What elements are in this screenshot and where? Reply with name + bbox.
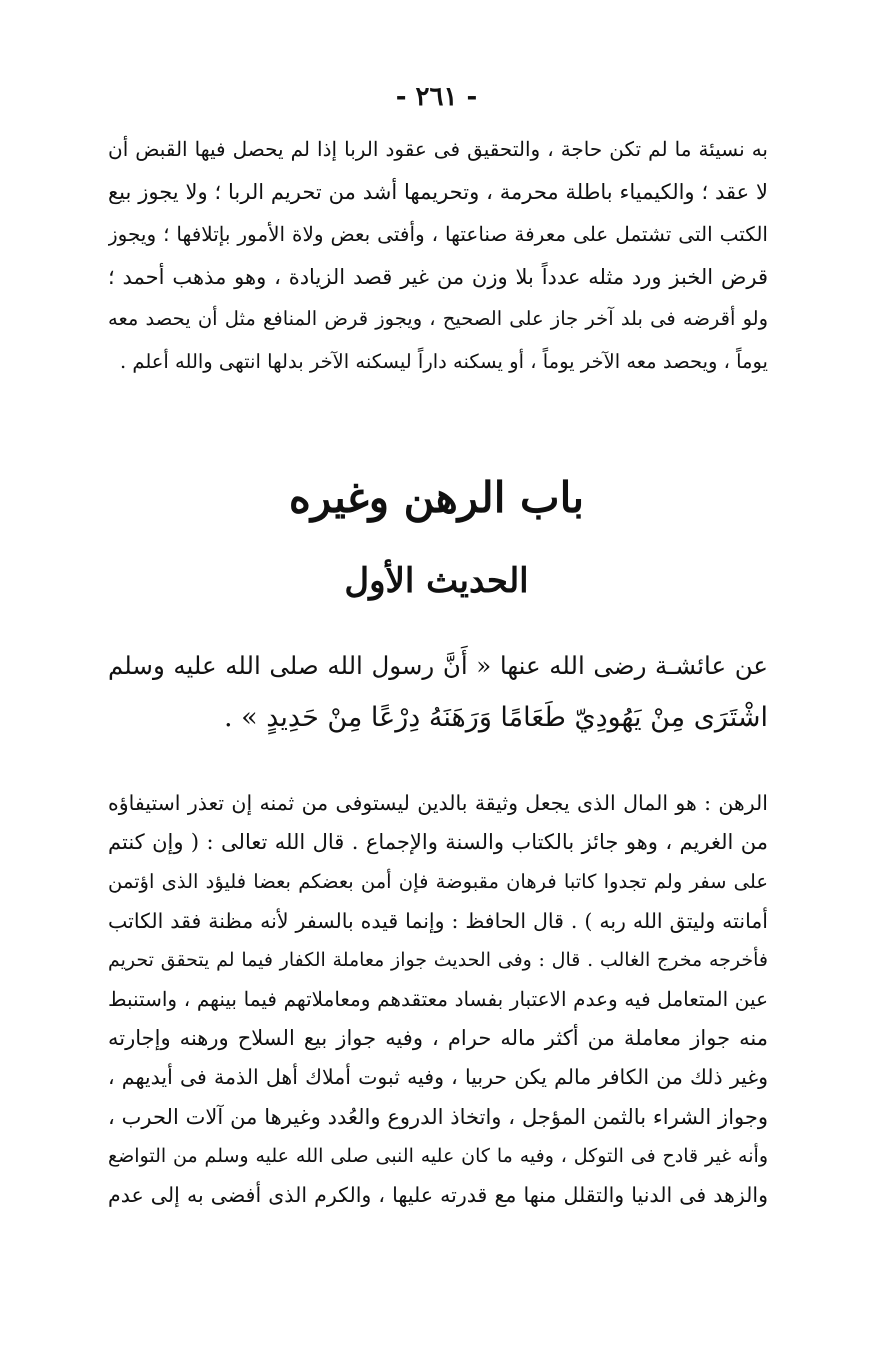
hadith-text <box>108 640 768 744</box>
hadith-line: عن عائشـة رضى الله عنها « أَنَّ رسول الله صلى الله عليه وسلم <box>108 651 768 680</box>
top-paragraph <box>108 128 768 383</box>
text-line: على سفر ولم تجدوا كاتبا فرهان مقبوضة فإن أمن بعضكم بعضا فليؤد الذى اؤتمن <box>108 870 768 894</box>
text-line: ولو أقرضه فى بلد آخر جاز على الصحيح ، ويجوز قرض المنافع مثل أن يحصد معه <box>108 307 768 330</box>
text-line: الرهن : هو المال الذى يجعل وثيقة بالدين ليستوفى من ثمنه إن تعذر استيفاؤه <box>108 791 768 815</box>
hadith-line: اشْتَرَى مِنْ يَهُودِيّ طَعَامًا وَرَهَنَهُ دِرْعًا مِنْ حَدِيدٍ » . <box>223 702 768 733</box>
text-line: عين المتعامل فيه وعدم الاعتبار بفساد معتقدهم ومعاملاتهم فيما بينهم ، واستنبط <box>108 986 768 1011</box>
chapter-title: باب الرهن وغيره <box>288 473 585 522</box>
commentary-paragraph <box>108 784 768 1215</box>
text-line: الكتب التى تشتمل على معرفة صناعتها ، وأفتى بعض ولاة الأمور بإتلافها ؛ ويجوز <box>108 222 768 246</box>
text-line: وجواز الشراء بالثمن المؤجل ، واتخاذ الدروع والعُدد وغيرها من آلات الحرب ، <box>108 1104 768 1129</box>
text-line: وأنه غير قادح فى التوكل ، وفيه ما كان عليه النبى صلى الله عليه وسلم من التواضع <box>108 1144 768 1167</box>
hadith-title: الحديث الأول <box>344 561 529 601</box>
text-line: من الغريم ، وهو جائز بالكتاب والسنة والإجماع . قال الله تعالى : ( وإن كنتم <box>108 830 768 855</box>
text-line: يوماً ، ويحصد معه الآخر يوماً ، أو يسكنه داراً ليسكنه الآخر بدلها انتهى والله أعلم . <box>119 349 768 373</box>
text-line: والزهد فى الدنيا والتقلل منها مع قدرته عليها ، والكرم الذى أفضى به إلى عدم <box>108 1182 768 1207</box>
text-line: به نسيئة ما لم تكن حاجة ، والتحقيق فى عقود الربا إذا لم يحصل فيها القبض أن <box>108 137 768 161</box>
text-line: أمانته وليتق الله ربه ) . قال الحافظ : وإنما قيده بالسفر لأنه مظنة فقد الكاتب <box>108 908 768 933</box>
text-line: منه جواز معاملة من أكثر ماله حرام ، وفيه جواز بيع السلاح ورهنه وإجارته <box>108 1026 768 1051</box>
text-line: لا عقد ؛ والكيمياء باطلة محرمة ، وتحريمها أشد من تحريم الربا ؛ ولا يجوز بيع <box>108 179 768 204</box>
text-line: قرض الخبز ورد مثله عدداً بلا وزن من غير قصد الزيادة ، وهو مذهب أحمد ؛ <box>108 264 768 289</box>
text-line: فأخرجه مخرج الغالب . قال : وفى الحديث جواز معاملة الكفار فيما لم يتحقق تحريم <box>108 948 768 971</box>
page-number: - ٢٦١ - <box>395 82 478 112</box>
text-line: وغير ذلك من الكافر مالم يكن حربيا ، وفيه ثبوت أملاك أهل الذمة فى أيديهم ، <box>108 1065 768 1090</box>
